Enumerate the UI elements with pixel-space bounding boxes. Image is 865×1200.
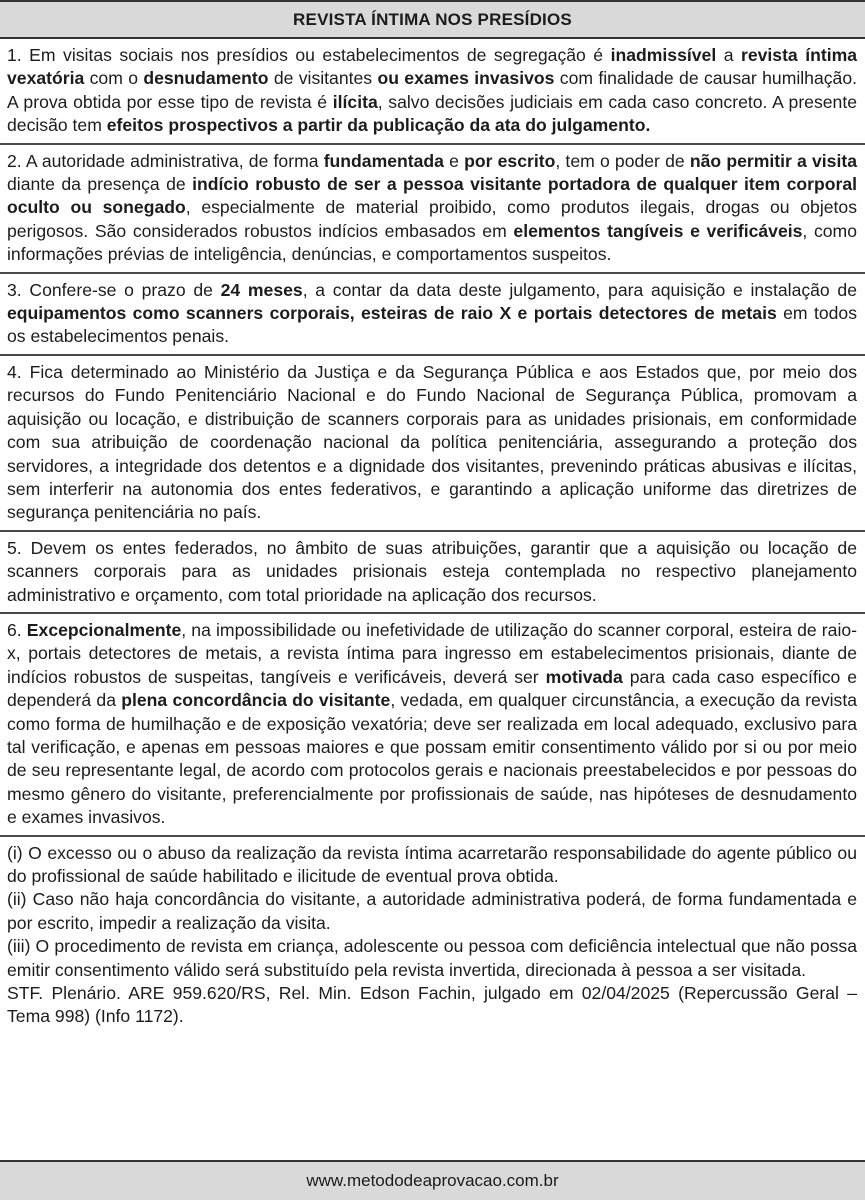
text-run: 2. A autoridade administrativa, de forma (7, 150, 324, 171)
text-run: 5. Devem os entes federados, no âmbito de suas atribuições, garantir que a aquisição ou locação de scanners corporais para as unidades prisionais esteja contemplada no respectivo planejamento administrativo e orçamento, com total prioridade na aplicação dos recursos. (7, 537, 857, 605)
section-5 (0, 532, 865, 614)
section-3 (0, 274, 865, 356)
final-block (0, 837, 865, 1034)
text-run: 3. Confere-se o prazo de (7, 279, 221, 300)
bold-text: equipamentos como scanners corporais, esteiras de raio X e portais detectores de metais (7, 303, 777, 324)
text-run: em todos os estabelecimentos penais. (7, 303, 857, 347)
bold-text: ou exames invasivos (377, 68, 555, 89)
bold-text: desnudamento (143, 68, 269, 89)
text-run: com o (84, 68, 144, 89)
bold-text: 24 meses (220, 279, 303, 300)
bold-text: fundamentada (323, 150, 444, 171)
section-text (7, 537, 857, 607)
section-4 (0, 356, 865, 532)
bold-text: plena concordância do visitante (121, 690, 391, 711)
text-run: , especialmente de material proibido, como produtos ilegais, drogas ou objetos perigosos. São considerados robustos indícios embasados em (7, 197, 857, 241)
citation: STF. Plenário. ARE 959.620/RS, Rel. Min. Edson Fachin, julgado em 02/04/2025 (Repercussão Geral – Tema 998) (Info 1172). (7, 983, 857, 1027)
text-run: , na impossibilidade ou inefetividade de utilização do scanner corporal, esteira de raio-x, portais detectores de metais, a revista íntima para ingresso em estabelecimentos prisionais, diante de indícios robustos de suspeitas, tangíveis e verificáveis, deverá ser (7, 619, 857, 687)
sections-container (0, 39, 865, 837)
bold-text: não permitir a visita (689, 150, 857, 171)
text-run: 6. (7, 619, 27, 640)
bold-text: Excepcionalmente (26, 619, 182, 640)
section-text (7, 44, 857, 138)
footer-website: www.metododeaprovacao.com.br (0, 1160, 865, 1200)
section-text (7, 279, 857, 349)
text-run: de visitantes (268, 68, 378, 89)
bold-text: revista íntima vexatória (7, 45, 858, 89)
bold-text: ilícita (332, 91, 378, 112)
final-item: (ii) Caso não haja concordância do visitante, a autoridade administrativa poderá, de forma fundamentada e por escrito, impedir a realização da visita. (7, 889, 857, 933)
text-run: , tem o poder de (555, 150, 690, 171)
bold-text: efeitos prospectivos a partir da publicação da ata do julgamento. (106, 115, 651, 136)
text-run: , como informações prévias de inteligência, denúncias, e comportamentos suspeitos. (7, 220, 857, 265)
bold-text: por escrito (464, 150, 556, 171)
section-1 (0, 39, 865, 145)
text-run: , salvo decisões judiciais em cada caso concreto. A presente decisão tem (7, 91, 857, 136)
bold-text: elementos tangíveis e verificáveis (513, 220, 803, 241)
text-run: para cada caso específico e dependerá da (7, 666, 857, 711)
final-item: (iii) O procedimento de revista em criança, adolescente ou pessoa com deficiência intelectual que não possa emitir consentimento válido será substituído pela revista invertida, direcionada à pessoa a ser visitada. (7, 936, 857, 980)
final-item: (i) O excesso ou o abuso da realização da revista íntima acarretarão responsabilidade do agente público ou do profissional de saúde habilitado e ilicitude de eventual prova obtida. (7, 842, 857, 886)
bold-text: indício robusto de ser a pessoa visitante portadora de qualquer item corporal oculto ou sonegado (7, 174, 857, 218)
section-6 (0, 614, 865, 837)
text-run: 1. Em visitas sociais nos presídios ou estabelecimentos de segregação é (7, 45, 611, 65)
section-text (7, 361, 857, 525)
text-run: a (716, 45, 741, 65)
section-text (7, 619, 857, 830)
text-run: com finalidade de causar humilhação. A prova obtida por esse tipo de revista é (7, 68, 857, 112)
text-run: e (443, 150, 465, 171)
section-text (7, 150, 857, 267)
page-title: REVISTA ÍNTIMA NOS PRESÍDIOS (0, 0, 865, 39)
text-run: , vedada, em qualquer circunstância, a execução da revista como forma de humilhação e de exposição vexatória; deve ser realizada em local adequado, exclusivo para tal verificação, e apenas em pessoas maiores e que possam emitir consentimento válido por si ou por meio de seu representante legal, de acordo com protocolos gerais e nacionais preestabelecidos e por pessoas do mesmo gênero do visitante, preferencialmente por profissionais de saúde, nas hipóteses de desnudamento e exames invasivos. (7, 690, 858, 828)
bold-text: inadmissível (610, 45, 717, 65)
text-run: 4. Fica determinado ao Ministério da Justiça e da Segurança Pública e aos Estados que, por meio dos recursos do Fundo Penitenciário Nacional e do Fundo Nacional de Segurança Pública, promovam a aquisição ou locação, e distribuição de scanners corporais para as unidades prisionais, em conformidade com sua atribuição de coordenação nacional da política penitenciária, assegurando a proteção dos servidores, a integridade dos detentos e a dignidade dos visitantes, prevenindo práticas abusivas e ilícitas, sem interferir na autonomia dos entes federativos, e garantindo a aplicação uniforme das diretrizes de segurança penitenciária no país. (7, 361, 857, 523)
section-2 (0, 145, 865, 274)
text-run: diante da presença de (7, 174, 193, 195)
bold-text: motivada (545, 666, 623, 687)
text-run: , a contar da data deste julgamento, para aquisição e instalação de (302, 279, 857, 300)
